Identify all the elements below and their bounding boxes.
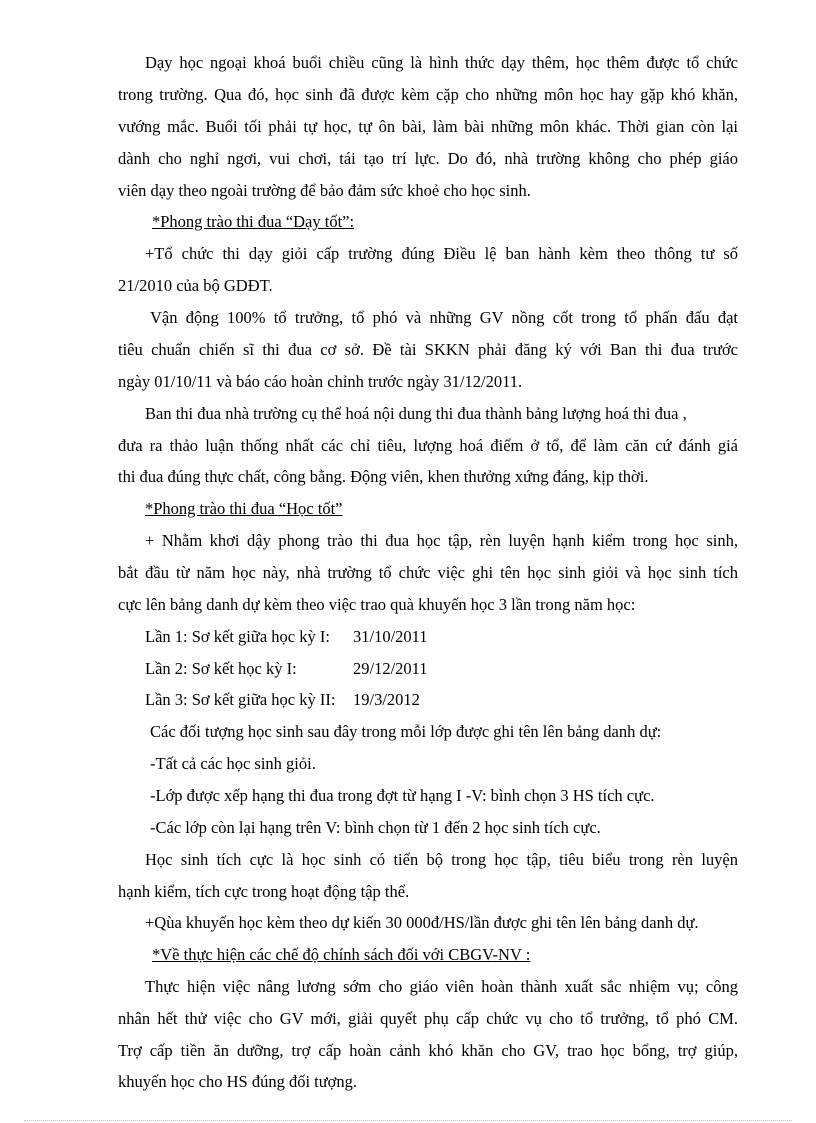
- schedule-item: [145, 659, 738, 679]
- schedule-item: [145, 627, 738, 647]
- schedule-label: Lần 3: Sơ kết giữa học kỳ II:: [145, 690, 336, 709]
- criteria-item: -Lớp được xếp hạng thi đua trong đợt từ hạng I -V: bình chọn 3 HS tích cực.: [150, 786, 655, 805]
- paragraph-line: nhân hết thử việc cho GV mới, giải quyết phụ cấp chức vụ cho tổ trưởng, tổ phó CM.: [118, 1009, 738, 1028]
- page-bottom-rule: [24, 1120, 792, 1121]
- schedule-date: 29/12/2011: [353, 659, 428, 678]
- paragraph-line: khuyến học cho HS đúng đối tượng.: [118, 1072, 358, 1091]
- section-heading-day-tot: *Phong trào thi đua “Dạy tốt”:: [152, 212, 355, 231]
- paragraph-line: đưa ra thảo luận thống nhất các chỉ tiêu, lượng hoá điểm ở tổ, để làm căn cứ đánh giá: [118, 436, 738, 455]
- paragraph-line: thi đua đúng thực chất, công bằng. Động viên, khen thưởng xứng đáng, kịp thời.: [118, 467, 649, 486]
- paragraph-line: cực lên bảng danh dự kèm theo việc trao quà khuyến học 3 lần trong năm học:: [118, 595, 636, 614]
- criteria-item: -Các lớp còn lại hạng trên V: bình chọn từ 1 đến 2 học sinh tích cực.: [150, 818, 601, 837]
- paragraph-line: trong trường. Qua đó, học sinh đã được kèm cặp cho những môn học hay gặp khó khăn,: [118, 85, 738, 104]
- paragraph-line: viên dạy theo ngoài trường để bảo đảm sức khoẻ cho học sinh.: [118, 181, 531, 200]
- criteria-item: -Tất cả các học sinh giỏi.: [150, 754, 316, 773]
- paragraph-line: +Tổ chức thi dạy giỏi cấp trường đúng Điều lệ ban hành kèm theo thông tư số: [145, 244, 738, 263]
- paragraph-line: ngày 01/10/11 và báo cáo hoàn chỉnh trước ngày 31/12/2011.: [118, 372, 523, 391]
- paragraph-line: bắt đầu từ năm học này, nhà trường tổ chức việc ghi tên học sinh giỏi và học sinh tích: [118, 563, 738, 582]
- paragraph-line: Dạy học ngoại khoá buổi chiều cũng là hình thức dạy thêm, học thêm được tổ chức: [145, 53, 738, 72]
- paragraph-line: dành cho nghỉ ngơi, vui chơi, tái tạo trí lực. Do đó, nhà trường không cho phép giáo: [118, 149, 738, 168]
- paragraph-line: +Qùa khuyến học kèm theo dự kiến 30 000đ/HS/lần được ghi tên lên bảng danh dự.: [145, 913, 699, 932]
- paragraph-line: Vận động 100% tổ trưởng, tổ phó và những GV nồng cốt trong tổ phấn đấu đạt: [150, 308, 738, 327]
- paragraph-line: Thực hiện việc nâng lương sớm cho giáo viên hoàn thành xuất sắc nhiệm vụ; công: [145, 977, 738, 996]
- schedule-item: [145, 690, 738, 710]
- section-heading-cbgv: *Về thực hiện các chế độ chính sách đối với CBGV-NV :: [152, 945, 531, 964]
- paragraph-line: + Nhằm khơi dậy phong trào thi đua học tập, rèn luyện hạnh kiểm trong học sinh,: [145, 531, 738, 550]
- paragraph-line: vướng mắc. Buổi tối phải tự học, tự ôn bài, làm bài những môn khác. Thời gian còn lại: [118, 117, 738, 136]
- paragraph-line: tiêu chuẩn chiến sĩ thi đua cơ sở. Đề tài SKKN phải đăng ký với Ban thi đua trước: [118, 340, 738, 359]
- schedule-label: Lần 2: Sơ kết học kỳ I:: [145, 659, 297, 678]
- schedule-date: 19/3/2012: [353, 690, 420, 709]
- schedule-date: 31/10/2011: [353, 627, 428, 646]
- paragraph-line: Trợ cấp tiền ăn dưỡng, trợ cấp hoàn cảnh khó khăn cho GV, trao học bổng, trợ giúp,: [118, 1041, 738, 1060]
- paragraph-line: Học sinh tích cực là học sinh có tiến bộ trong học tập, tiêu biểu trong rèn luyện: [145, 850, 738, 869]
- paragraph-line: hạnh kiểm, tích cực trong hoạt động tập thể.: [118, 882, 410, 901]
- paragraph-line: 21/2010 của bộ GDĐT.: [118, 276, 273, 295]
- section-heading-hoc-tot: *Phong trào thi đua “Học tốt”: [145, 499, 343, 518]
- schedule-label: Lần 1: Sơ kết giữa học kỳ I:: [145, 627, 330, 646]
- paragraph-line: Các đối tượng học sinh sau đây trong mỗi lớp được ghi tên lên bảng danh dự:: [150, 722, 662, 741]
- paragraph-line: Ban thi đua nhà trường cụ thể hoá nội dung thi đua thành bảng lượng hoá thi đua ,: [145, 404, 687, 423]
